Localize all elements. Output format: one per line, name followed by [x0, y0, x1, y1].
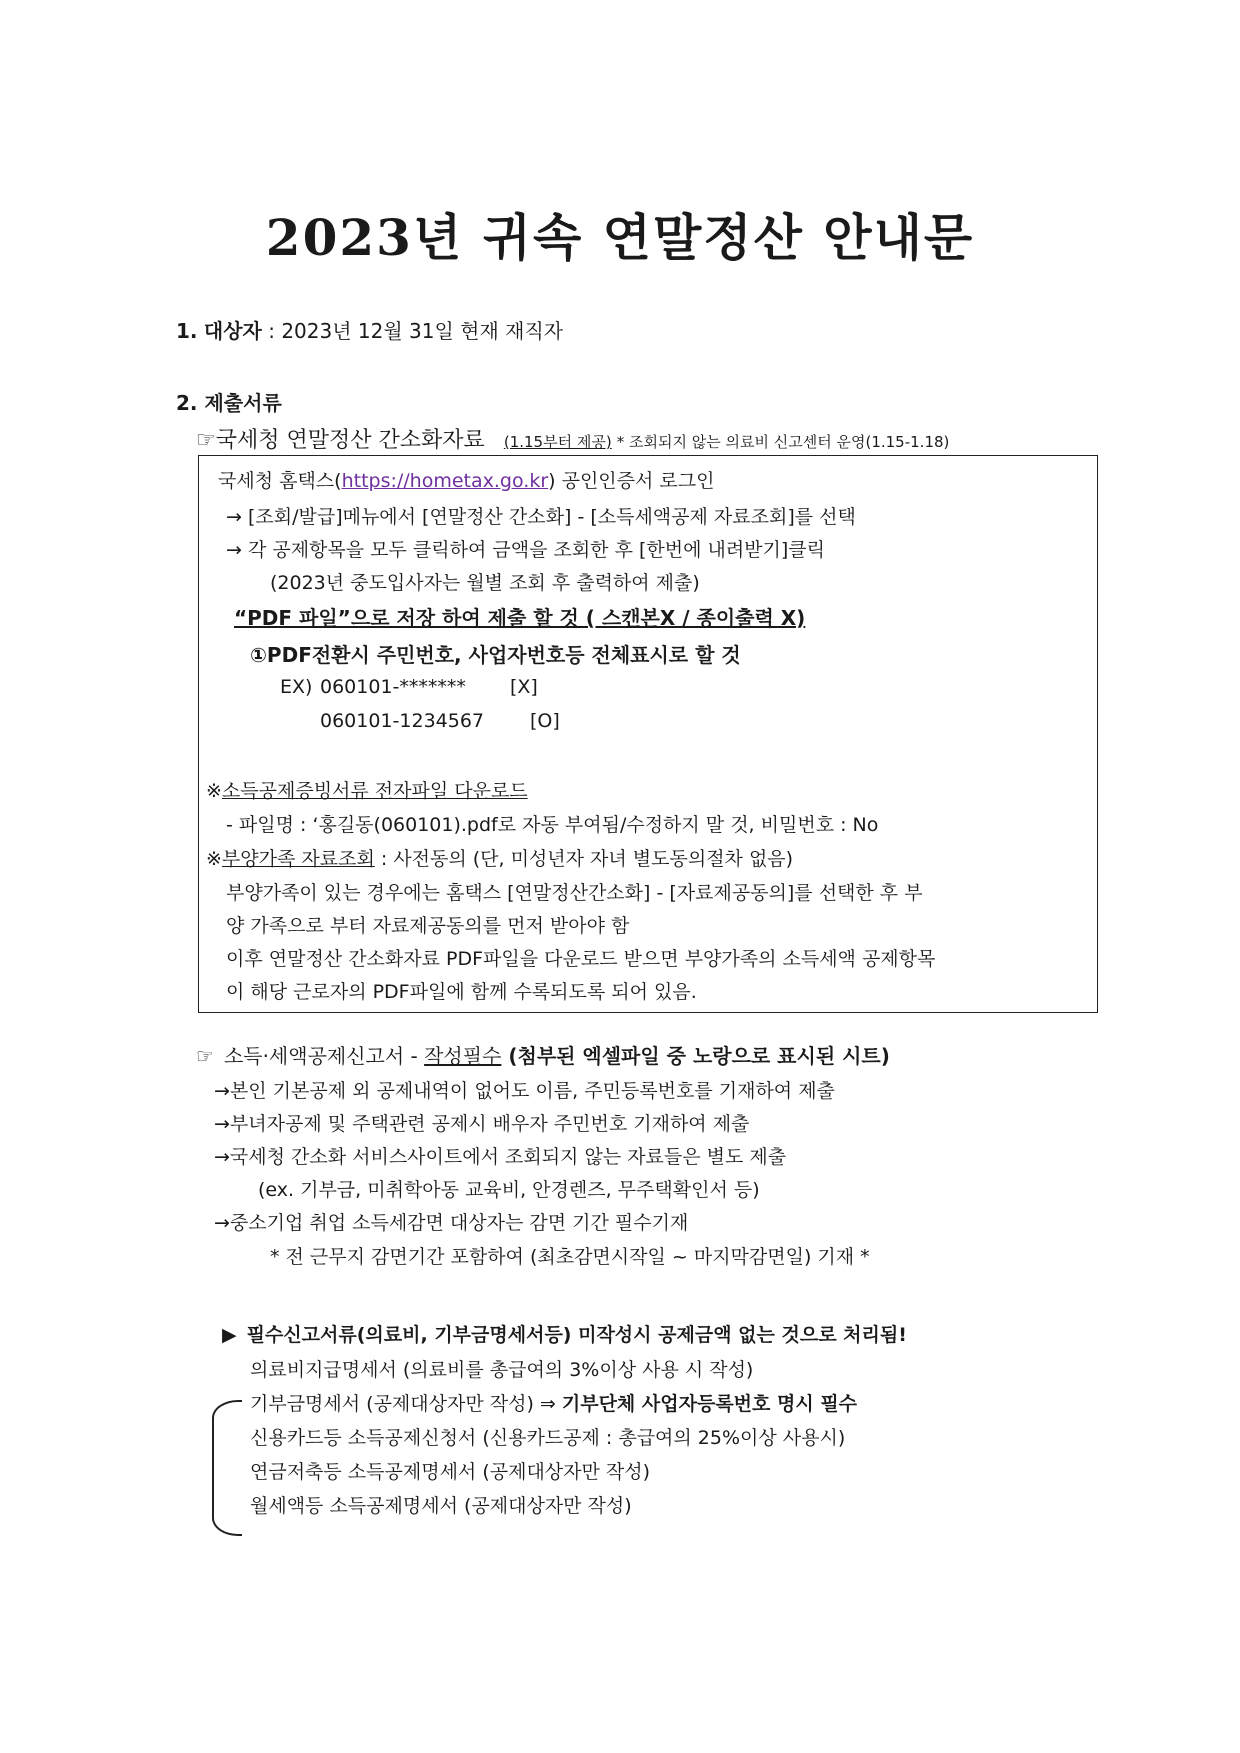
login-text-post: ) 공인인증서 로그인	[548, 470, 715, 492]
form-item-3: →국세청 간소화 서비스사이트에서 조회되지 않는 자료들은 별도 제출	[214, 1146, 787, 1168]
example-masked-mark: [X]	[510, 676, 538, 698]
form-item-2: →부녀자공제 및 주택관련 공제시 배우자 주민번호 기재하여 제출	[214, 1113, 750, 1135]
section-2-number: 2.	[176, 391, 198, 415]
section-2	[176, 387, 282, 416]
section-1	[176, 315, 563, 344]
section-2-label: 제출서류	[204, 391, 282, 415]
family-consent-note: : 사전동의 (단, 미성년자 자녀 별도동의절차 없음)	[374, 848, 794, 870]
form-item-1: →본인 기본공제 외 공제내역이 없어도 이름, 주민등록번호를 기재하여 제출	[214, 1080, 835, 1102]
family-line-1: 부양가족이 있는 경우에는 홈택스 [연말정산간소화] - [자료제공동의]를 선택한 후 부	[226, 882, 923, 904]
section-1-label: 대상자	[203, 319, 262, 343]
family-heading	[206, 844, 793, 871]
family-line-2: 양 가족으로 부터 자료제공동의를 먼저 받아야 함	[226, 915, 630, 937]
sme-exemption-note: * 전 근무지 감면기간 포함하여 (최초감면시작일 ~ 마지막감면일) 기재 *	[270, 1246, 870, 1268]
pension-statement: 연금저축등 소득공제명세서 (공제대상자만 작성)	[250, 1461, 651, 1483]
form-heading	[196, 1040, 890, 1069]
section-1-number: 1.	[176, 319, 198, 343]
box-step-2: → 각 공제항목을 모두 클릭하여 금액을 조회한 후 [한번에 내려받기]클릭	[226, 539, 826, 561]
medical-statement: 의료비지급명세서 (의료비를 총급여의 3%이상 사용 시 작성)	[250, 1359, 754, 1381]
triangle-bullet-icon: ▶	[222, 1324, 237, 1346]
section-1-separator: :	[268, 319, 275, 343]
form-required: 작성필수	[424, 1044, 502, 1068]
family-line-3: 이후 연말정산 간소화자료 PDF파일을 다운로드 받으면 부양가족의 소득세액 공제항목	[226, 948, 936, 970]
required-docs-headline	[222, 1320, 907, 1347]
hometax-login	[218, 466, 714, 493]
nts-title: 국세청 연말정산 간소화자료	[215, 428, 485, 453]
grouping-bracket	[212, 1400, 242, 1536]
download-heading	[206, 776, 528, 803]
nts-period: (1.15부터 제공)	[503, 433, 612, 451]
example-label: EX)	[280, 676, 313, 698]
credit-card-statement: 신용카드등 소득공제신청서 (신용카드공제 : 총급여의 25%이상 사용시)	[250, 1427, 846, 1449]
hand-pointer-icon: ☞	[196, 1044, 214, 1068]
page-title: 2023년 귀속 연말정산 안내문	[265, 208, 975, 267]
download-title: 소득공제증빙서류 전자파일 다운로드	[221, 780, 528, 802]
hometax-link[interactable]: https://hometax.go.kr	[341, 470, 549, 492]
required-docs-text: 필수신고서류(의료비, 기부금명세서등) 미작성시 공제금액 없는 것으로 처리됨!	[246, 1324, 907, 1346]
example-masked: 060101-*******	[320, 676, 466, 698]
note-mark: ※	[206, 848, 222, 870]
nts-heading	[196, 423, 949, 454]
form-sheet-note: (첨부된 엑셀파일 중 노랑으로 표시된 시트)	[501, 1044, 890, 1068]
box-step-1: → [조회/발급]메뉴에서 [연말정산 간소화] - [소득세액공제 자료조회]를 선택	[226, 506, 856, 528]
donation-text: 기부금명세서 (공제대상자만 작성) ⇒	[250, 1393, 562, 1415]
login-text-pre: 국세청 홈택스(	[218, 470, 342, 492]
form-example: (ex. 기부금, 미취학아동 교육비, 안경렌즈, 무주택확인서 등)	[258, 1179, 760, 1201]
note-mark: ※	[206, 780, 222, 802]
example-full: 060101-1234567	[320, 710, 485, 732]
section-1-text: 2023년 12월 31일 현재 재직자	[281, 319, 564, 343]
pdf-conversion-rule: ①PDF전환시 주민번호, 사업자번호등 전체표시로 할 것	[250, 643, 741, 667]
form-title: 소득·세액공제신고서 -	[223, 1044, 425, 1068]
nts-note: * 조회되지 않는 의료비 신고센터 운영(1.15-1.18)	[616, 433, 950, 451]
family-line-4: 이 해당 근로자의 PDF파일에 함께 수록되도록 되어 있음.	[226, 981, 697, 1003]
family-title: 부양가족 자료조회	[221, 848, 375, 870]
file-name-rule: - 파일명 : ‘홍길동(060101).pdf로 자동 부여됨/수정하지 말 것, 비밀번호 : No	[226, 814, 879, 836]
donation-requirement: 기부단체 사업자등록번호 명시 필수	[561, 1393, 858, 1415]
rent-statement: 월세액등 소득공제명세서 (공제대상자만 작성)	[250, 1495, 632, 1517]
example-full-mark: [O]	[530, 710, 560, 732]
box-step-3: (2023년 중도입사자는 월별 조회 후 출력하여 제출)	[270, 572, 700, 594]
sme-exemption: →중소기업 취업 소득세감면 대상자는 감면 기간 필수기재	[214, 1212, 689, 1234]
pdf-save-note: “PDF 파일”으로 저장 하여 제출 할 것 ( 스캔본X / 종이출력 X)	[234, 606, 806, 630]
donation-statement	[250, 1389, 857, 1416]
hand-pointer-icon: ☞	[196, 428, 216, 453]
